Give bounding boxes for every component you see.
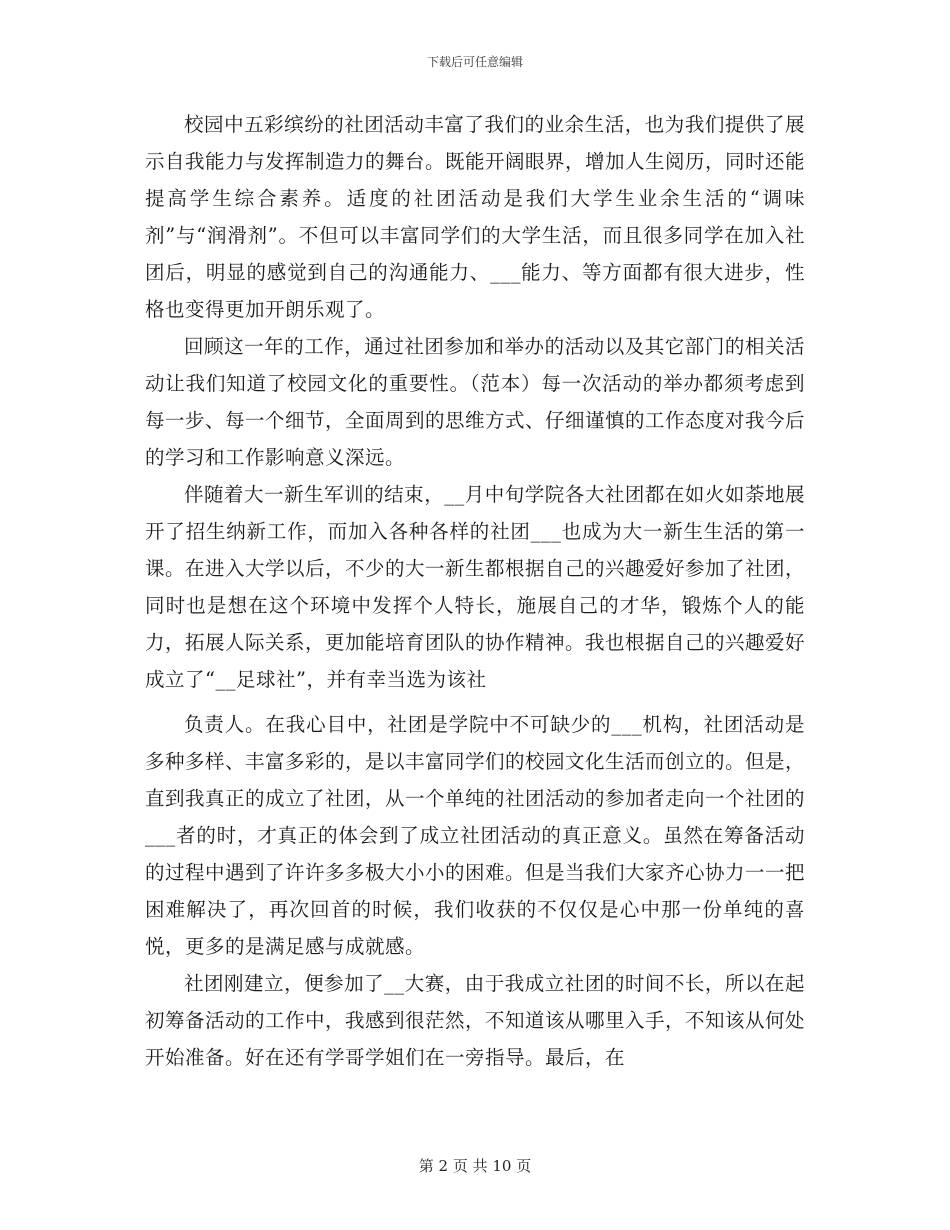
paragraph-4: 负责人。在我心目中，社团是学院中不可缺少的___机构，社团活动是多种多样、丰富多彩的，是以丰富同学们的校园文化生活而创立的。但是，直到我真正的成立了社团，从一个单纯的社团活动的参加者走向一个社团的___者的时，才真正的体会到了成立社团活动的真正意义。虽然在筹备活动的过程中遇到了许许多多极大小小的困难。但是当我们大家齐心协力一一把困难解决了，再次回首的时候，我们收获的不仅仅是心中那一份单纯的喜悦，更多的是满足感与成就感。 <box>145 713 806 958</box>
header-note: 下载后可任意编辑 <box>426 55 523 69</box>
paragraph-3: 伴随着大一新生军训的结束，__月中旬学院各大社团都在如火如荼地展开了招生纳新工作，而加入各种各样的社团___也成为大一新生生活的第一课。在进入大学以后，不少的大一新生都根据自己的兴趣爱好参加了社团，同时也是想在这个环境中发挥个人特长，施展自己的才华，锻炼个人的能力，拓展人际关系，更加能培育团队的协作精神。我也根据自己的兴趣爱好成立了“__足球社”，并有幸当选为该社 <box>145 483 806 691</box>
paragraph-2: 回顾这一年的工作，通过社团参加和举办的活动以及其它部门的相关活动让我们知道了校园文化的重要性。（范本）每一次活动的举办都须考虑到每一步、每一个细节，全面周到的思维方式、仔细谨慎的工作态度对我今后的学习和工作影响意义深远。 <box>145 335 806 469</box>
paragraph-1: 校园中五彩缤纷的社团活动丰富了我们的业余生活，也为我们提供了展示自我能力与发挥制造力的舞台。既能开阔眼界，增加人生阅历，同时还能提高学生综合素养。适度的社团活动是我们大学生业余生活的“调味剂”与“润滑剂”。不但可以丰富同学们的大学生活，而且很多同学在加入社团后，明显的感觉到自己的沟通能力、___能力、等方面都有很大进步，性格也变得更加开朗乐观了。 <box>145 113 806 321</box>
paragraph-5: 社团刚建立，便参加了__大赛，由于我成立社团的时间不长，所以在起初筹备活动的工作中，我感到很茫然，不知道该从哪里入手，不知该从何处开始准备。好在还有学哥学姐们在一旁指导。最后，在 <box>145 972 806 1069</box>
page-number: 第 2 页 共 10 页 <box>418 1157 532 1175</box>
document-body <box>145 106 805 1076</box>
